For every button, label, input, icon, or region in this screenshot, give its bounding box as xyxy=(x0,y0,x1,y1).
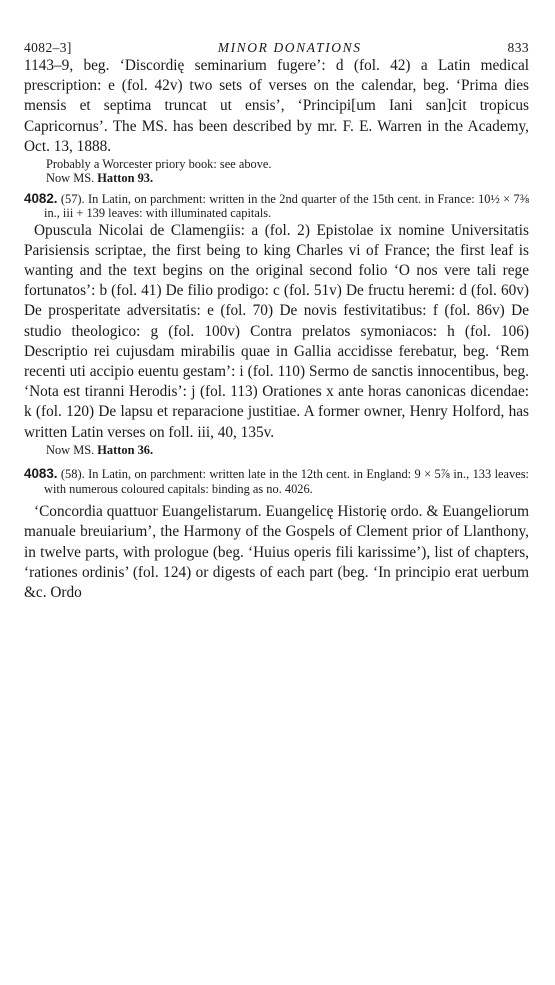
shelfmark: Hatton 93. xyxy=(97,171,154,186)
entry-number: 4082. xyxy=(24,190,58,206)
header-title: MINOR DONATIONS xyxy=(217,40,362,55)
paragraph-contents-4083: ‘Concordia quattuor Euangelistarum. Euangelicę Historię ordo. & Euangeliorum manuale breuiarium’, the Harmony of the Gospels of Clement prior of Llanthony, in twelve parts, with prologue (beg. ‘Huius operis fili karissime’), list of chapters, ‘rationes ordinis’ (fol. 124) or digests of each part (beg. ‘In principio erat uerbum &c. Ordo xyxy=(24,503,529,601)
paragraph-continuation: 1143–9, beg. ‘Discordię seminarium fugere’: d (fol. 42) a Latin medical prescription: e (fol. 42v) two sets of verses on the calendar, beg. ‘Prima dies mensis et septima truncat ut ensis’, ‘Principi[um Iani san]cit tropicus Capricornus’. The MS. has been described by mr. F. E. Warren in the Academy, Oct. 13, 1888. xyxy=(24,57,529,155)
entry-description: (57). In Latin, on parchment: written in the 2nd quarter of the 15th cent. in France: 10½ × 7⅜ in., iii + 139 leaves: with illuminated capitals. xyxy=(44,191,529,221)
page-number: 833 xyxy=(507,40,529,55)
page-header xyxy=(24,40,529,56)
entry-number: 4083. xyxy=(24,466,58,482)
shelfmark-line: Now MS. Hatton 36. xyxy=(46,442,154,457)
entry-heading-4083 xyxy=(24,467,529,496)
entry-description: (58). In Latin, on parchment: written late in the 12th cent. in England: 9 × 5⅞ in., 133 leaves: with numerous coloured capitals: binding as no. 4026. xyxy=(44,467,529,496)
entry-heading-4082 xyxy=(24,192,529,221)
note-line: Probably a Worcester priory book: see above. xyxy=(46,157,272,172)
paragraph-contents-4082: Opuscula Nicolai de Clamengiis: a (fol. 2) Epistolae ix nomine Universitatis Parisiensis scriptae, the first being to king Charles vi of France; the first leaf is wanting and the text begins on the original second folio ‘O nos vere tali rege fortunatos’: b (fol. 41) De filio prodigo: c (fol. 51v) De fructu heremi: d (fol. 60v) De prosperitate adversitatis: e (fol. 70) De novis festivitatibus: f (fol. 86v) De studio theologico: g (fol. 100v) Contra prelatos symoniacos: h (fol. 106) Descriptio rei cujusdam mirabilis quae in Gallia accidisse ferebatur, beg. ‘Rem recenti uti accipio euentu gestam’: i (fol. 110) Sermo de sanctis innocentibus, beg. ‘Nota est tiranni Herodis’: j (fol. 113) Orationes x ante horas canonicas dicendae: k (fol. 120) De lapsu et reparacione justitiae. A former owner, Henry Holford, has written Latin verses on foll. iii, 40, 135v. xyxy=(24,221,529,441)
provenance-note-4081 xyxy=(24,157,529,186)
shelfmark: Hatton 36. xyxy=(97,442,154,457)
header-entry-range: 4082–3] xyxy=(24,40,72,55)
shelfmark-line: Now MS. Hatton 93. xyxy=(46,171,154,186)
